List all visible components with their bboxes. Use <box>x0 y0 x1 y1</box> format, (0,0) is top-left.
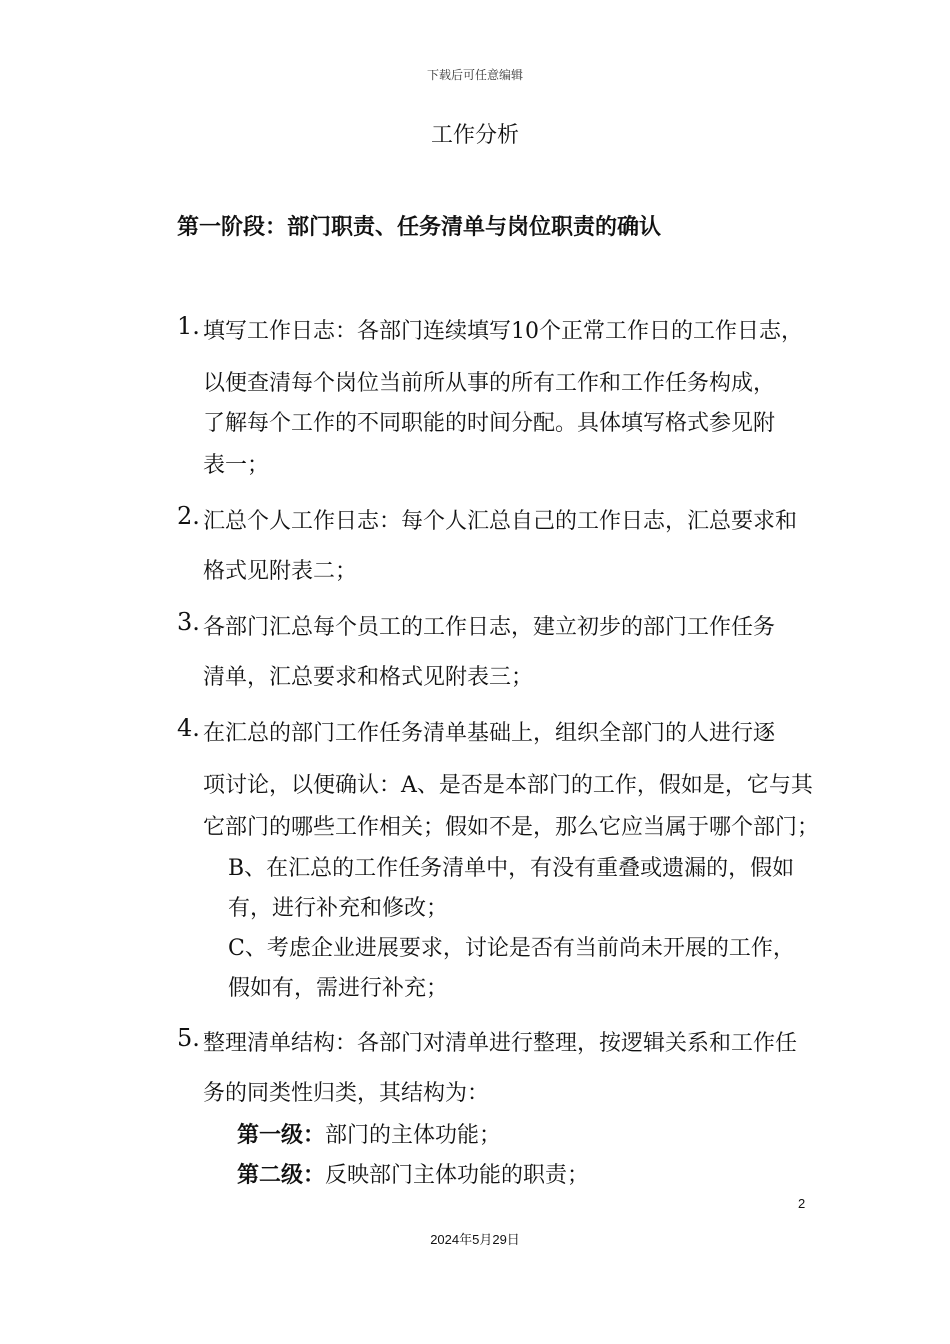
sub-item-line: C、考虑企业进展要求，讨论是否有当前尚未开展的工作， <box>228 936 795 961</box>
item-number: 2. <box>177 502 200 530</box>
item-line: 各部门汇总每个员工的工作日志，建立初步的部门工作任务 <box>203 615 776 640</box>
item-line: 以便查清每个岗位当前所从事的所有工作和工作任务构成， <box>203 371 776 396</box>
structure-level-1 <box>237 1118 501 1149</box>
page-footer-date: 2024年5月29日 <box>430 1232 520 1247</box>
item-number: 1. <box>177 312 200 340</box>
sub-item-line: 有，进行补充和修改； <box>228 896 449 921</box>
item-line: 汇总个人工作日志：每个人汇总自己的工作日志，汇总要求和 <box>203 509 798 534</box>
item-number: 5. <box>177 1024 200 1052</box>
item-line: 它部门的哪些工作相关；假如不是，那么它应当属于哪个部门； <box>203 815 820 840</box>
item-line: 清单，汇总要求和格式见附表三； <box>203 665 534 690</box>
page-number: 2 <box>798 1196 806 1211</box>
sub-item-line: B、在汇总的工作任务清单中，有没有重叠或遗漏的，假如 <box>228 856 795 881</box>
level-text: 反映部门主体功能的职责； <box>325 1163 590 1188</box>
level-label: 第二级： <box>237 1163 326 1188</box>
item-line: 填写工作日志：各部门连续填写10个正常工作日的工作日志， <box>203 319 803 344</box>
item-line: 务的同类性归类，其结构为： <box>203 1081 490 1106</box>
page-title: 工作分析 <box>430 123 519 148</box>
item-line: 整理清单结构：各部门对清单进行整理，按逻辑关系和工作任 <box>203 1031 798 1056</box>
item-line: 在汇总的部门工作任务清单基础上，组织全部门的人进行逐 <box>203 721 776 746</box>
item-line: 了解每个工作的不同职能的时间分配。具体填写格式参见附 <box>203 411 776 436</box>
page-header: 下载后可任意编辑 <box>426 68 523 82</box>
structure-level-2 <box>237 1158 589 1189</box>
sub-item-line: 假如有，需进行补充； <box>228 976 449 1001</box>
item-number: 3. <box>177 608 200 636</box>
item-line: 项讨论，以便确认：A、是否是本部门的工作，假如是，它与其 <box>203 773 813 798</box>
level-text: 部门的主体功能； <box>325 1123 502 1148</box>
section-heading: 第一阶段：部门职责、任务清单与岗位职责的确认 <box>177 215 662 240</box>
item-line: 格式见附表二； <box>203 559 358 584</box>
level-label: 第一级： <box>237 1123 326 1148</box>
item-line: 表一； <box>203 453 270 478</box>
item-number: 4. <box>177 714 200 742</box>
